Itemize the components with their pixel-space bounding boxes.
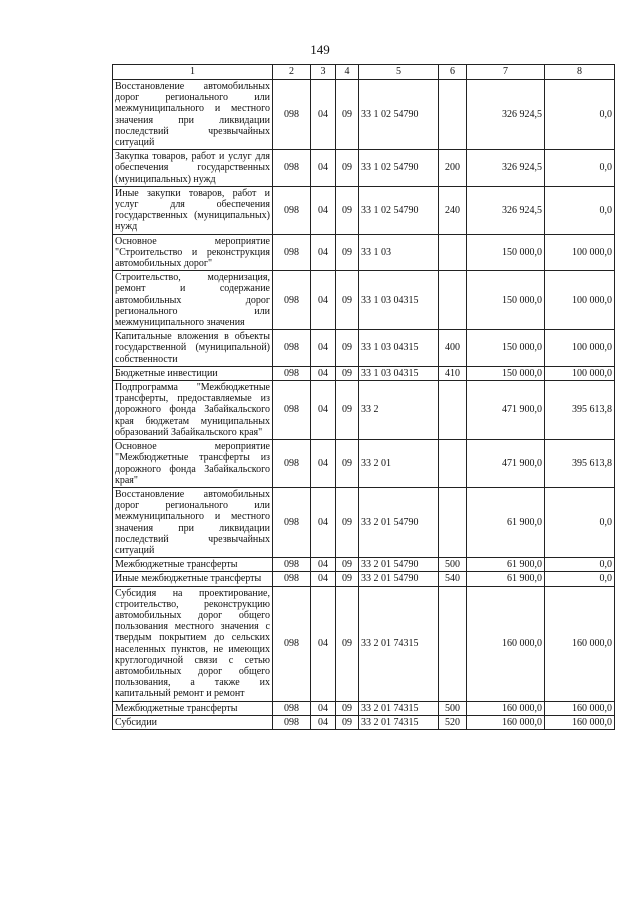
cell-target-article: 33 2 01 54790 <box>359 487 439 557</box>
cell-expense-type: 400 <box>439 330 467 367</box>
cell-expense-type <box>439 234 467 271</box>
cell-target-article: 33 1 02 54790 <box>359 186 439 234</box>
cell-amount-col7: 326 924,5 <box>467 186 545 234</box>
row-name: Межбюджетные трансферты <box>113 701 273 715</box>
cell-subsection: 09 <box>336 440 359 488</box>
table-row <box>113 234 615 271</box>
page-number: 149 <box>310 42 330 57</box>
cell-amount-col7: 160 000,0 <box>467 715 545 729</box>
cell-section: 04 <box>311 572 336 586</box>
table-row <box>113 586 615 701</box>
cell-ministry-code: 098 <box>273 80 311 150</box>
cell-subsection: 09 <box>336 271 359 330</box>
cell-section: 04 <box>311 440 336 488</box>
cell-target-article: 33 2 01 <box>359 440 439 488</box>
cell-amount-col7: 471 900,0 <box>467 381 545 440</box>
cell-target-article: 33 1 03 04315 <box>359 330 439 367</box>
cell-section: 04 <box>311 234 336 271</box>
table-row <box>113 186 615 234</box>
cell-expense-type <box>439 440 467 488</box>
cell-subsection: 09 <box>336 715 359 729</box>
cell-expense-type <box>439 271 467 330</box>
cell-amount-col8: 395 613,8 <box>545 440 615 488</box>
cell-expense-type <box>439 381 467 440</box>
cell-amount-col8: 0,0 <box>545 150 615 187</box>
cell-subsection: 09 <box>336 330 359 367</box>
row-name: Закупка товаров, работ и услуг для обеспечения государственных (муниципальных) нужд <box>113 150 273 187</box>
cell-amount-col8: 0,0 <box>545 572 615 586</box>
cell-section: 04 <box>311 366 336 380</box>
table-row <box>113 701 615 715</box>
cell-amount-col7: 150 000,0 <box>467 271 545 330</box>
cell-target-article: 33 1 03 <box>359 234 439 271</box>
cell-amount-col8: 395 613,8 <box>545 381 615 440</box>
column-header: 2 <box>273 65 311 80</box>
table-row <box>113 150 615 187</box>
cell-amount-col8: 100 000,0 <box>545 234 615 271</box>
row-name: Подпрограмма "Межбюджетные трансферты, предоставляемые из дорожного фонда Забайкальского края бюджетам муниципальных образований Забайкальского края" <box>113 381 273 440</box>
cell-section: 04 <box>311 150 336 187</box>
column-header: 5 <box>359 65 439 80</box>
column-header: 1 <box>113 65 273 80</box>
cell-subsection: 09 <box>336 572 359 586</box>
cell-section: 04 <box>311 80 336 150</box>
table-row <box>113 440 615 488</box>
cell-target-article: 33 1 03 04315 <box>359 366 439 380</box>
header-row <box>113 65 615 80</box>
cell-expense-type <box>439 487 467 557</box>
cell-section: 04 <box>311 186 336 234</box>
cell-target-article: 33 1 03 04315 <box>359 271 439 330</box>
cell-target-article: 33 2 01 74315 <box>359 715 439 729</box>
cell-ministry-code: 098 <box>273 701 311 715</box>
cell-ministry-code: 098 <box>273 381 311 440</box>
cell-subsection: 09 <box>336 487 359 557</box>
row-name: Восстановление автомобильных дорог регионального или межмуниципального и местного значения при ликвидации последствий чрезвычайных ситуаций <box>113 487 273 557</box>
cell-ministry-code: 098 <box>273 330 311 367</box>
cell-ministry-code: 098 <box>273 440 311 488</box>
row-name: Иные закупки товаров, работ и услуг для обеспечения государственных (муниципальных) нужд <box>113 186 273 234</box>
table-row <box>113 572 615 586</box>
cell-subsection: 09 <box>336 701 359 715</box>
cell-amount-col7: 61 900,0 <box>467 558 545 572</box>
column-header: 4 <box>336 65 359 80</box>
cell-amount-col7: 326 924,5 <box>467 150 545 187</box>
cell-section: 04 <box>311 271 336 330</box>
table-row <box>113 558 615 572</box>
cell-ministry-code: 098 <box>273 572 311 586</box>
cell-target-article: 33 2 01 54790 <box>359 558 439 572</box>
cell-amount-col8: 0,0 <box>545 487 615 557</box>
cell-expense-type: 200 <box>439 150 467 187</box>
cell-section: 04 <box>311 715 336 729</box>
cell-section: 04 <box>311 701 336 715</box>
cell-expense-type <box>439 80 467 150</box>
cell-expense-type: 410 <box>439 366 467 380</box>
cell-expense-type: 240 <box>439 186 467 234</box>
cell-amount-col7: 471 900,0 <box>467 440 545 488</box>
table-row <box>113 715 615 729</box>
cell-target-article: 33 2 <box>359 381 439 440</box>
cell-amount-col7: 160 000,0 <box>467 701 545 715</box>
column-header: 3 <box>311 65 336 80</box>
cell-amount-col8: 100 000,0 <box>545 330 615 367</box>
column-header: 6 <box>439 65 467 80</box>
row-name: Строительство, модернизация, ремонт и содержание автомобильных дорог регионального или межмуниципального значения <box>113 271 273 330</box>
cell-amount-col8: 160 000,0 <box>545 701 615 715</box>
table-row <box>113 381 615 440</box>
cell-amount-col7: 150 000,0 <box>467 330 545 367</box>
cell-ministry-code: 098 <box>273 366 311 380</box>
row-name: Межбюджетные трансферты <box>113 558 273 572</box>
column-header: 7 <box>467 65 545 80</box>
cell-subsection: 09 <box>336 366 359 380</box>
row-name: Бюджетные инвестиции <box>113 366 273 380</box>
cell-ministry-code: 098 <box>273 487 311 557</box>
cell-amount-col8: 160 000,0 <box>545 586 615 701</box>
cell-subsection: 09 <box>336 381 359 440</box>
cell-target-article: 33 1 02 54790 <box>359 150 439 187</box>
cell-expense-type: 500 <box>439 558 467 572</box>
table-row <box>113 271 615 330</box>
cell-expense-type: 540 <box>439 572 467 586</box>
cell-amount-col7: 150 000,0 <box>467 366 545 380</box>
cell-subsection: 09 <box>336 186 359 234</box>
row-name: Капитальные вложения в объекты государственной (муниципальной) собственности <box>113 330 273 367</box>
cell-expense-type: 520 <box>439 715 467 729</box>
cell-section: 04 <box>311 558 336 572</box>
cell-target-article: 33 2 01 74315 <box>359 701 439 715</box>
cell-expense-type <box>439 586 467 701</box>
column-header: 8 <box>545 65 615 80</box>
cell-amount-col7: 326 924,5 <box>467 80 545 150</box>
cell-ministry-code: 098 <box>273 234 311 271</box>
cell-ministry-code: 098 <box>273 715 311 729</box>
cell-target-article: 33 2 01 74315 <box>359 586 439 701</box>
cell-subsection: 09 <box>336 150 359 187</box>
cell-amount-col8: 0,0 <box>545 80 615 150</box>
cell-section: 04 <box>311 586 336 701</box>
row-name: Основное мероприятие "Межбюджетные трансферты из дорожного фонда Забайкальского края" <box>113 440 273 488</box>
cell-ministry-code: 098 <box>273 586 311 701</box>
cell-amount-col7: 150 000,0 <box>467 234 545 271</box>
cell-amount-col8: 0,0 <box>545 186 615 234</box>
cell-ministry-code: 098 <box>273 271 311 330</box>
cell-section: 04 <box>311 330 336 367</box>
cell-expense-type: 500 <box>439 701 467 715</box>
cell-subsection: 09 <box>336 558 359 572</box>
cell-amount-col7: 61 900,0 <box>467 487 545 557</box>
row-name: Основное мероприятие "Строительство и реконструкция автомобильных дорог" <box>113 234 273 271</box>
cell-section: 04 <box>311 381 336 440</box>
cell-amount-col8: 100 000,0 <box>545 271 615 330</box>
table-row <box>113 366 615 380</box>
table-row <box>113 80 615 150</box>
cell-amount-col7: 61 900,0 <box>467 572 545 586</box>
cell-target-article: 33 1 02 54790 <box>359 80 439 150</box>
budget-table <box>112 64 615 730</box>
cell-amount-col8: 160 000,0 <box>545 715 615 729</box>
cell-target-article: 33 2 01 54790 <box>359 572 439 586</box>
cell-subsection: 09 <box>336 586 359 701</box>
cell-subsection: 09 <box>336 234 359 271</box>
cell-ministry-code: 098 <box>273 150 311 187</box>
cell-subsection: 09 <box>336 80 359 150</box>
row-name: Восстановление автомобильных дорог регионального или межмуниципального и местного значения при ликвидации последствий чрезвычайных ситуаций <box>113 80 273 150</box>
cell-amount-col8: 0,0 <box>545 558 615 572</box>
table-row <box>113 330 615 367</box>
row-name: Субсидии <box>113 715 273 729</box>
row-name: Субсидия на проектирование, строительство, реконструкцию автомобильных дорог общего пользования местного значения с твердым покрытием до сельских населенных пунктов, не имеющих круглогодичной связи с сетью автомобильных дорог общего пользования, а также их капитальный ремонт и ремонт <box>113 586 273 701</box>
cell-amount-col7: 160 000,0 <box>467 586 545 701</box>
row-name: Иные межбюджетные трансферты <box>113 572 273 586</box>
cell-ministry-code: 098 <box>273 186 311 234</box>
table-row <box>113 487 615 557</box>
cell-ministry-code: 098 <box>273 558 311 572</box>
cell-section: 04 <box>311 487 336 557</box>
cell-amount-col8: 100 000,0 <box>545 366 615 380</box>
